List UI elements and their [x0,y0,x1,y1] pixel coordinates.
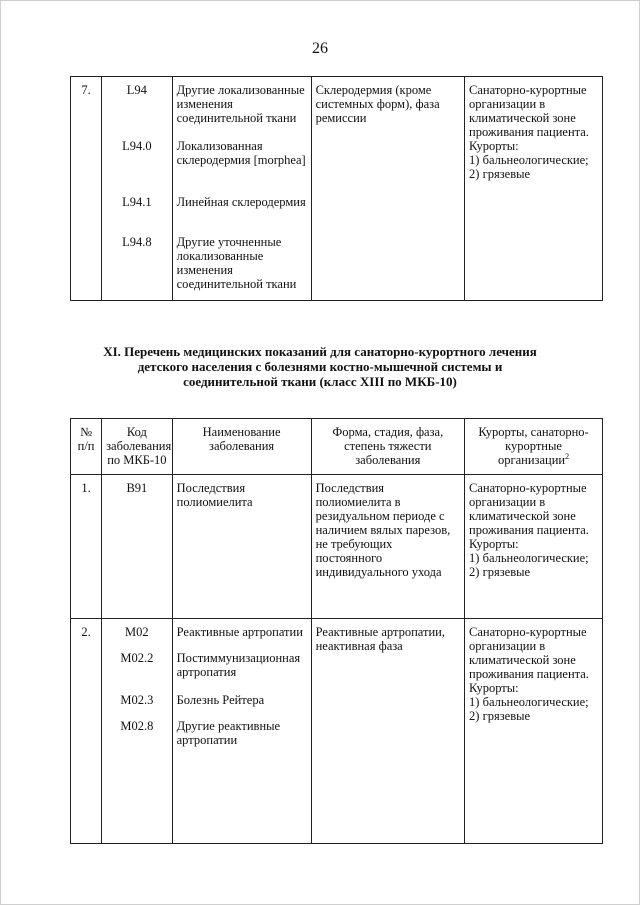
resorts-text: Санаторно-курортные организации в климатической зоне проживания пациента. [469,83,589,139]
header-name: Наименование заболевания [172,419,311,475]
indications-table [70,418,603,844]
form-cell: Последствия полиомиелита в резидуальном периоде с наличием вялых парезов, не требующих постоянного индивидуального ухода [311,475,464,619]
header-num: № п/п [71,419,102,475]
resorts-text: 2) грязевые [469,167,531,181]
icd-code: M02.8 [120,719,154,733]
section-title: XI. Перечень медицинских показаний для санаторно-курортного лечения детского населения с болезнями костно-мышечной системы и соединительной ткани (класс XIII по МКБ-10) [103,344,537,389]
form-cell: Реактивные артропатии, неактивная фаза [311,619,464,844]
resorts-text: Курорты: [469,537,519,551]
disease-name: Другие локализованные изменения соединительной ткани [176,83,305,125]
resorts-text: 1) бальнеологические; [469,153,589,167]
resorts-cell [465,77,603,301]
disease-name: Болезнь Рейтера [176,693,265,707]
disease-name: Локализованная склеродермия [morphea] [176,139,306,167]
disease-name-cell: Последствия полиомиелита [172,475,311,619]
resorts-text: Санаторно-курортные организации в климатической зоне проживания пациента. [469,481,589,537]
resorts-text: Курорты: [469,681,519,695]
resorts-cell [465,619,603,844]
continued-table [70,76,603,301]
page-number: 26 [312,40,328,57]
table-row [71,619,603,844]
row-number: 7. [71,77,102,301]
code-cell: B91 [102,475,173,619]
disease-name: Другие уточненные локализованные изменения соединительной ткани [176,235,297,291]
table-row [71,77,603,301]
code-cell [102,619,173,844]
row-number: 1. [71,475,102,619]
icd-code: L94.8 [122,235,152,249]
icd-code: L94.1 [122,195,152,209]
disease-name-cell [172,77,311,301]
resorts-text: 2) грязевые [469,709,531,723]
disease-name: Другие реактивные артропатии [176,719,281,747]
form-cell: Склеродермия (кроме системных форм), фаза ремиссии [311,77,464,301]
code-cell [102,77,173,301]
disease-name-cell [172,619,311,844]
icd-code: L94 [126,83,147,97]
resorts-text: 2) грязевые [469,565,531,579]
disease-name: Постиммунизационная артропатия [176,651,301,679]
header-resorts [465,419,603,475]
disease-name: Реактивные артропатии [176,625,303,639]
icd-code: M02.2 [120,651,154,665]
row-number: 2. [71,619,102,844]
header-resorts-text: Курорты, санаторно-курортные организации [478,425,589,467]
resorts-text: 1) бальнеологические; [469,695,589,709]
header-code: Код заболевания по МКБ-10 [102,419,173,475]
table-header-row [71,419,603,475]
header-form: Форма, стадия, фаза, степень тяжести заболевания [311,419,464,475]
footnote-mark: 2 [565,451,570,461]
icd-code: L94.0 [122,139,152,153]
resorts-text: Курорты: [469,139,519,153]
disease-name: Линейная склеродермия [176,195,306,209]
icd-code: M02 [125,625,149,639]
table-row [71,475,603,619]
resorts-text: Санаторно-курортные организации в климатической зоне проживания пациента. [469,625,589,681]
resorts-cell [465,475,603,619]
resorts-text: 1) бальнеологические; [469,551,589,565]
icd-code: M02.3 [120,693,154,707]
